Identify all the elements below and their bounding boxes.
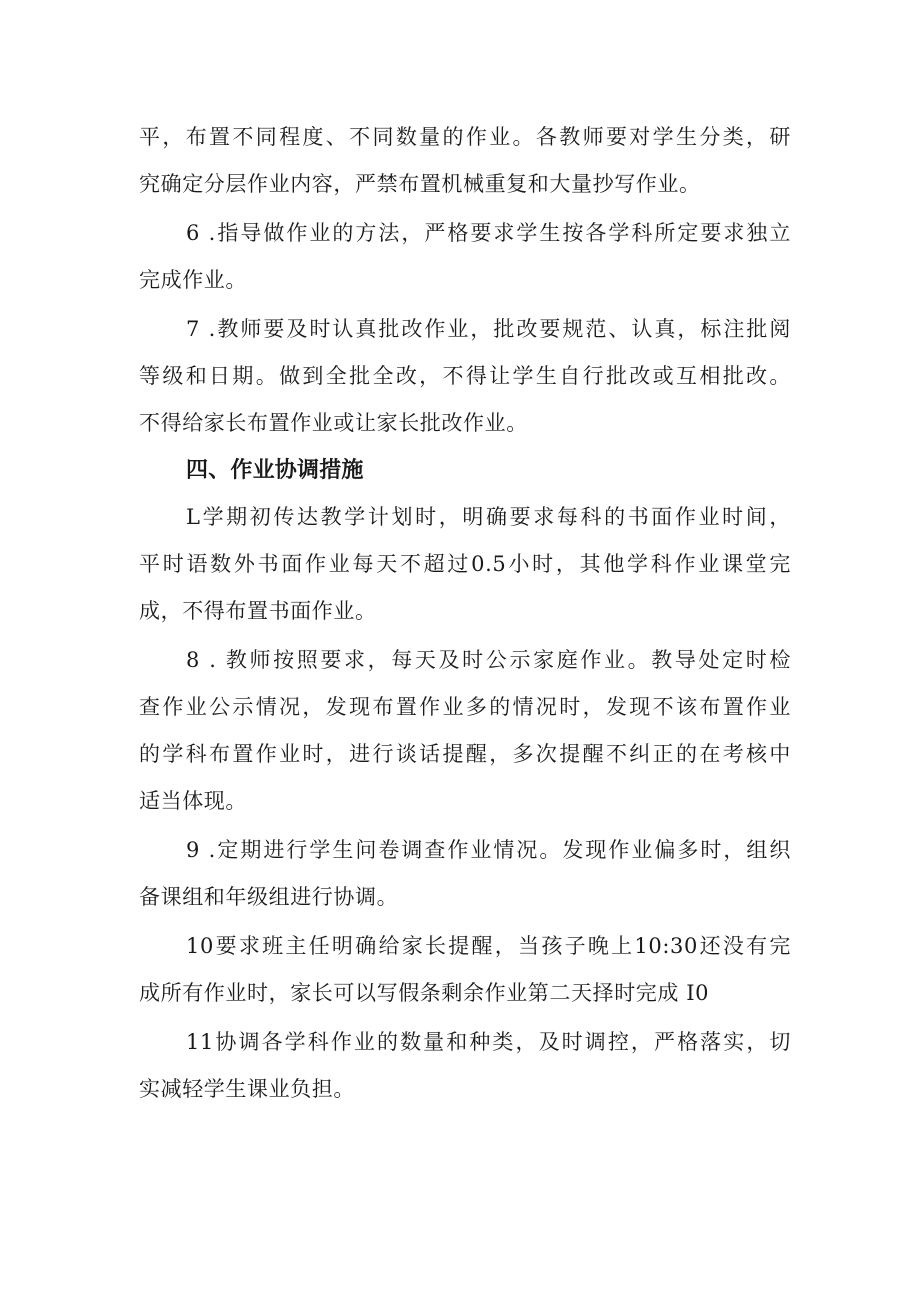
- text-line: 实减轻学生课业负担。: [139, 1077, 355, 1101]
- text-line: 6 .指导做作业的方法，严格要求学生按各学科所定要求独立: [186, 221, 791, 245]
- text-line: 完成作业。: [139, 268, 247, 292]
- text-line: L学期初传达教学计划时，明确要求每科的书面作业时间，: [186, 505, 791, 529]
- text-line: 平时语数外书面作业每天不超过0.5小时，其他学科作业课堂完: [139, 552, 791, 576]
- text-line: 究确定分层作业内容，严禁布置机械重复和大量抄写作业。: [139, 172, 701, 196]
- section-heading: 四、作业协调措施: [186, 458, 364, 483]
- text-line: 备课组和年级组进行协调。: [139, 885, 399, 909]
- text-line: 11协调各学科作业的数量和种类，及时调控，严格落实，切: [186, 1030, 791, 1054]
- text-line: 成所有作业时，家长可以写假条剩余作业第二天择时完成 I0: [139, 981, 710, 1005]
- text-line: 9 .定期进行学生问卷调查作业情况。发现作业偏多时，组织: [186, 838, 791, 862]
- text-line: 10要求班主任明确给家长提醒，当孩子晚上10:30还没有完: [186, 934, 791, 958]
- text-line: 不得给家长布置作业或让家长批改作业。: [139, 411, 528, 435]
- document-body: [139, 114, 791, 1113]
- text-line: 的学科布置作业时，进行谈话提醒，多次提醒不纠正的在考核中: [139, 742, 791, 766]
- text-line: 平，布置不同程度、不同数量的作业。各教师要对学生分类，研: [139, 125, 791, 149]
- text-line: 等级和日期。做到全批全改，不得让学生自行批改或互相批改。: [139, 364, 791, 388]
- text-line: 适当体现。: [139, 789, 247, 813]
- text-line: 8 . 教师按照要求，每天及时公示家庭作业。教导处定时检: [186, 648, 791, 672]
- text-line: 7 .教师要及时认真批改作业，批改要规范、认真，标注批阅: [186, 317, 791, 341]
- text-line: 成，不得布置书面作业。: [139, 599, 377, 623]
- text-line: 查作业公示情况，发现布置作业多的情况时，发现不该布置作业: [139, 695, 791, 719]
